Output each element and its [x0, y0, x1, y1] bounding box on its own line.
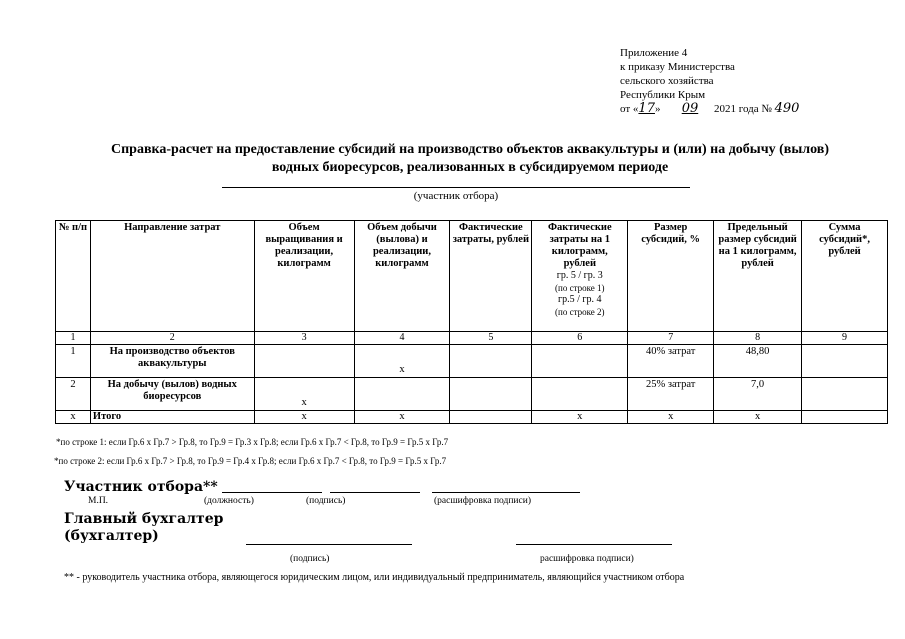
- row-cost-per-kg: [532, 378, 628, 411]
- acc-signature-line: [246, 544, 412, 545]
- row-subsidy-sum: [802, 345, 888, 378]
- total-subsidy-sum: [802, 411, 888, 424]
- appendix-line-4: Республики Крым: [620, 89, 706, 101]
- participant-underline: [222, 187, 690, 188]
- table-header-row: [56, 221, 888, 332]
- header-cost-per-kg: [532, 221, 628, 332]
- position-caption: (должность): [204, 496, 254, 506]
- col-number: 9: [802, 332, 888, 345]
- order-date-line: [620, 102, 799, 116]
- date-prefix: от «: [620, 103, 639, 115]
- acc-decoding-caption: расшифровка подписи): [540, 554, 634, 564]
- header-subsidy-sum: Сумма субсидий*, рублей: [802, 221, 888, 332]
- header-subsidy-rate: Размер субсидий, %: [628, 221, 714, 332]
- calculation-table: [55, 220, 888, 424]
- signature-line: [330, 492, 420, 493]
- decoding-caption: (расшифровка подписи): [434, 496, 531, 506]
- total-volume-grown: х: [254, 411, 354, 424]
- header-actual-costs: Фактические затраты, рублей: [450, 221, 532, 332]
- col-number: 1: [56, 332, 91, 345]
- column-numbers-row: [56, 332, 888, 345]
- order-month: 09: [681, 101, 699, 116]
- col-number: 5: [450, 332, 532, 345]
- header-direction: Направление затрат: [90, 221, 254, 332]
- row-direction: На добычу (вылов) водных биоресурсов: [90, 378, 254, 411]
- row-subsidy-sum: [802, 378, 888, 411]
- row-subsidy-rate: 40% затрат: [628, 345, 714, 378]
- col-number: 3: [254, 332, 354, 345]
- footnote-participant-definition: ** - руководитель участника отбора, являющегося юридическим лицом, или индивидуальный предприниматель, являющийся участником отбора: [64, 572, 685, 583]
- participant-signature-title: Участник отбора**: [64, 479, 218, 495]
- col-number: 2: [90, 332, 254, 345]
- row-num: 2: [56, 378, 91, 411]
- appendix-line-1: Приложение 4: [620, 47, 688, 59]
- total-label: Итого: [90, 411, 254, 424]
- position-line: [222, 492, 322, 493]
- row-volume-caught: [354, 378, 450, 411]
- row-actual-costs: [450, 378, 532, 411]
- row-num: 1: [56, 345, 91, 378]
- title-line-1: Справка-расчет на предоставление субсидий на производство объектов аквакультуры и (или) на добычу (вылов): [111, 142, 829, 157]
- row-subsidy-rate: 25% затрат: [628, 378, 714, 411]
- row-max-subsidy: 48,80: [714, 345, 802, 378]
- header-volume-grown: Объем выращивания и реализации, килограмм: [254, 221, 354, 332]
- formula-2: гр.5 / гр. 4: [558, 294, 602, 305]
- header-volume-caught: Объем добычи (вылова) и реализации, килограмм: [354, 221, 450, 332]
- formula-1-note: (по строке 1): [555, 283, 605, 293]
- total-num: х: [56, 411, 91, 424]
- signature-caption: (подпись): [306, 496, 346, 506]
- col-number: 4: [354, 332, 450, 345]
- row-volume-grown: [254, 345, 354, 378]
- formula-1: гр. 5 / гр. 3: [556, 270, 603, 281]
- table-row: [56, 345, 888, 378]
- acc-decoding-line: [516, 544, 672, 545]
- row-actual-costs: [450, 345, 532, 378]
- appendix-header: [620, 46, 799, 116]
- accountant-subtitle: (бухгалтер): [64, 528, 159, 544]
- total-cost-per-kg: х: [532, 411, 628, 424]
- order-day: 17: [638, 101, 655, 116]
- header-cost-per-kg-title: Фактические затраты на 1 килограмм, рублей: [547, 222, 612, 269]
- year-text: 2021 года №: [713, 103, 772, 115]
- row-volume-grown: х: [254, 378, 354, 411]
- col-number: 7: [628, 332, 714, 345]
- document-title: [40, 141, 900, 177]
- header-num: № п/п: [56, 221, 91, 332]
- participant-caption: (участник отбора): [413, 190, 499, 202]
- footnote-row-1: *по строке 1: если Гр.6 х Гр.7 > Гр.8, то Гр.9 = Гр.3 х Гр.8; если Гр.6 х Гр.7 < Гр.8, то Гр.9 = Гр.5 х Гр.7: [56, 437, 449, 447]
- row-cost-per-kg: [532, 345, 628, 378]
- order-number: 490: [774, 101, 800, 116]
- decoding-line: [432, 492, 580, 493]
- total-actual-costs: [450, 411, 532, 424]
- col-number: 8: [714, 332, 802, 345]
- total-row: [56, 411, 888, 424]
- header-max-subsidy: Предельный размер субсидий на 1 килограмм, рублей: [714, 221, 802, 332]
- appendix-line-2: к приказу Министерства: [620, 61, 735, 73]
- row-direction: На производство объектов аквакультуры: [90, 345, 254, 378]
- total-max-subsidy: х: [714, 411, 802, 424]
- table-row: [56, 378, 888, 411]
- total-subsidy-rate: х: [628, 411, 714, 424]
- acc-signature-caption: (подпись): [290, 554, 330, 564]
- date-close: »: [654, 103, 661, 115]
- row-volume-caught: х: [354, 345, 450, 378]
- title-line-2: водных биоресурсов, реализованных в субсидируемом периоде: [271, 160, 669, 175]
- stamp-label: М.П.: [88, 496, 109, 506]
- accountant-title: Главный бухгалтер: [64, 511, 224, 527]
- col-number: 6: [532, 332, 628, 345]
- row-max-subsidy: 7,0: [714, 378, 802, 411]
- footnote-row-2: *по строке 2: если Гр.6 х Гр.7 > Гр.8, то Гр.9 = Гр.4 х Гр.8; если Гр.6 х Гр.7 < Гр.8, то Гр.9 = Гр.5 х Гр.7: [54, 456, 447, 466]
- total-volume-caught: х: [354, 411, 450, 424]
- appendix-line-3: сельского хозяйства: [620, 75, 714, 87]
- formula-2-note: (по строке 2): [555, 307, 605, 317]
